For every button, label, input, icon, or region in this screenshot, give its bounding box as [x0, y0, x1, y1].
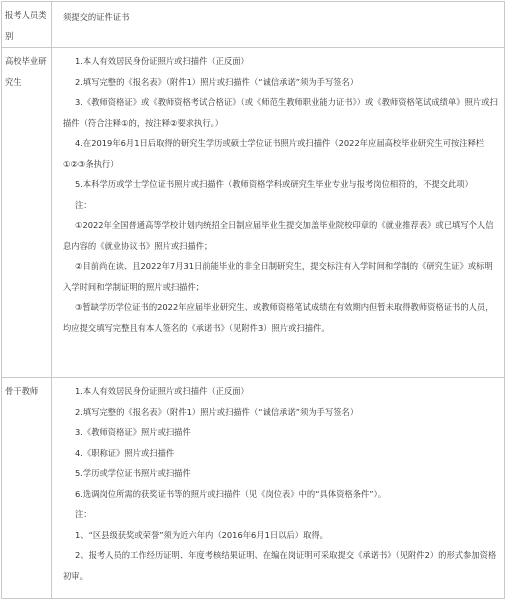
header-documents: 须提交的证件证书 — [63, 12, 130, 22]
section-category-graduate: 高校毕业研究生 — [5, 56, 47, 87]
note-heading: 注： — [75, 509, 92, 519]
requirement-line: 2.填写完整的《报名表》（附件1）照片或扫描件（“诚信承诺”须为手写签名） — [75, 76, 359, 87]
requirements-table — [1, 1, 505, 599]
section-category-cell — [2, 48, 52, 378]
requirement-line: 1.本人有效居民身份证照片或扫描件（正反面） — [75, 386, 249, 396]
note-line: 2、报考人员的工作经历证明、年度考核结果证明、在编在岗证明可采取提交《承诺书》（见附件2）的形式参加资格初审。 — [63, 550, 497, 581]
requirement-line: 3.《教师资格证》照片或扫描件 — [75, 427, 191, 437]
section-documents-cell — [52, 378, 505, 599]
section-category-cell — [2, 378, 52, 599]
requirement-line: 3.《教师资格证》或《教师资格考试合格证》（或《师范生教师职业能力证书》）或《教师资格笔试成绩单》照片或扫描件（符合注释①的，按注释②要求执行。） — [63, 97, 498, 128]
section-category-backbone-teacher: 骨干教师 — [5, 386, 39, 396]
note-heading: 注： — [75, 199, 92, 210]
requirement-line: 5.学历或学位证书照片或扫描件 — [75, 468, 191, 478]
requirement-line: 5.本科学历或学士学位证书照片或扫描件（教师资格学科或研究生毕业专业与报考岗位相符的，不提交此项） — [75, 179, 473, 189]
header-row — [2, 2, 505, 48]
section-documents-cell — [52, 48, 505, 378]
section-documents-backbone-teacher — [52, 378, 504, 588]
note-line: 1、“区县级获奖或荣誉”须为近六年内（2016年6月1日以后）取得。 — [75, 529, 328, 540]
section-row-graduate — [2, 48, 505, 378]
note-line: ①2022年全国普通高等学校计划内统招全日制应届毕业生提交加盖毕业院校印章的《就业推荐表》或已填写个人信息内容的《就业协议书》照片或扫描件； — [63, 220, 494, 251]
requirement-line: 6.选调岗位所需的获奖证书等的照片或扫描件（见《岗位表》中的“具体资格条件”）。 — [75, 488, 387, 499]
requirement-line: 1.本人有效居民身份证照片或扫描件（正反面） — [75, 56, 249, 66]
note-line: ②目前尚在读、且2022年7月31日前能毕业的非全日制研究生，提交标注有入学时间和学制的《研究生证》或标明入学时间和学制证明的照片或扫描件； — [63, 261, 493, 292]
header-category-cell — [2, 2, 52, 48]
header-category: 报考人员类别 — [5, 10, 47, 41]
requirement-line: 4.《职称证》照片或扫描件 — [75, 447, 175, 458]
note-line: ③暂缺学历学位证书的2022年应届毕业研究生、或教师资格笔试成绩在有效期内但暂未取得教师资格证书的人员，均应提交填写完整且有本人签名的《承诺书》（见附件3）照片或扫描件。 — [63, 302, 494, 333]
section-row-backbone-teacher — [2, 378, 505, 599]
requirement-line: 2.填写完整的《报名表》（附件1）照片或扫描件（“诚信承诺”须为手写签名） — [75, 406, 359, 417]
section-documents-graduate — [52, 48, 504, 340]
header-documents-cell — [52, 2, 505, 48]
requirement-line: 4.在2019年6月1日后取得的研究生学历或硕士学位证书照片或扫描件（2022年应届高校毕业研究生可按注释栏①②③条执行） — [63, 138, 485, 169]
